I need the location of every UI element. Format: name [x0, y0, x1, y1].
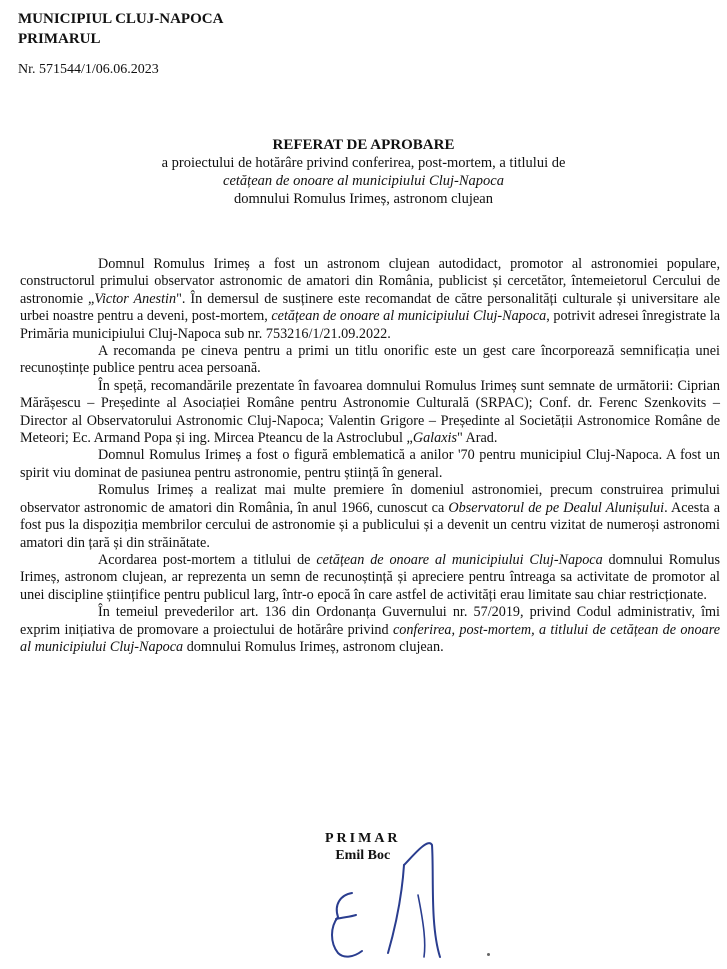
signature-name: Emil Boc [335, 848, 391, 863]
document-body [20, 256, 720, 656]
registration-number: Nr. 571544/1/06.06.2023 [18, 62, 159, 77]
handwritten-signature [300, 835, 500, 965]
title-line-3: cetățean de onoare al municipiului Cluj-Napoca [223, 173, 504, 189]
paragraph-2: A recomanda pe cineva pentru a primi un titlu onorific este un gest care încorporează semnificația unei recunoștințe publice pentru acea persoană. [20, 343, 720, 377]
title-line-2: a proiectului de hotărâre privind conferirea, post-mortem, a titlului de [161, 155, 566, 171]
office-name: PRIMARUL [18, 31, 101, 47]
title-main: REFERAT DE APROBARE [272, 137, 455, 153]
paragraph-4: Domnul Romulus Irimeș a fost o figură emblematică a anilor '70 pentru municipiul Cluj-Napoca. A fost un spirit viu dominat de pasiunea pentru astronomie, pentru știință în general. [20, 447, 720, 481]
paragraph-1: Domnul Romulus Irimeș a fost un astronom clujean autodidact, promotor al astronomiei populare, constructorul primului observator astronomic de amatori din România, publicist și cercetător, întemeietorul Cercului de astronomie „Victor Anestin". În demersul de susținere este recomandat de către personalități culturale și universitare ale urbei noastre pentru a deveni, post-mortem, cetățean de onoare al municipiului Cluj-Napoca, potrivit adresei înregistrate la Primăria municipiului Cluj-Napoca sub nr. 753216/1/21.09.2022. [20, 256, 721, 342]
title-line-4: domnului Romulus Irimeș, astronom clujean [234, 191, 493, 207]
ink-dot [487, 953, 490, 956]
institution-name: MUNICIPIUL CLUJ-NAPOCA [18, 11, 224, 27]
paragraph-7: În temeiul prevederilor art. 136 din Ordonanța Guvernului nr. 57/2019, privind Codul administrativ, îmi exprim inițiativa de promovare a proiectului de hotărâre privind conferirea, post-mortem, a titlului de cetățean de onoare al municipiului Cluj-Napoca domnului Romulus Irimeș, astronom clujean. [20, 604, 720, 655]
signature-role: PRIMAR [325, 831, 401, 846]
paragraph-5: Romulus Irimeș a realizat mai multe premiere în domeniul astronomiei, precum construirea primului observator astronomic de amatori din România, în anul 1966, cunoscut ca Observatorul de pe Dealul Alunișului. Acesta a fost pus la dispoziția membrilor cercului de astronomie și a publicului și a devenit un centru vizitat de numeroși astronomi amatori din țară și din străinătate. [20, 482, 720, 551]
paragraph-6: Acordarea post-mortem a titlului de cetățean de onoare al municipiului Cluj-Napoca domnului Romulus Irimeș, astronom clujean, ar reprezenta un semn de recunoștință și apreciere pentru întreaga sa activitate de promotor al unei discipline științifice pentru publicul larg, într-o epocă în care astfel de activități erau limitate sau chiar restricționate. [20, 551, 720, 603]
document-title [0, 136, 727, 208]
paragraph-3: În speță, recomandările prezentate în favoarea domnului Romulus Irimeș sunt semnate de următorii: Ciprian Mărășescu – Președinte al Asociației Române pentru Astronomie Culturală (SRPAC); Conf. dr. Ferenc Szenkovits – Director al Observatorului Astronomic Cluj-Napoca; Valentin Grigore – Președinte al Societății Astronomice Române de Meteori; Ec. Armand Popa și ing. Mircea Pteancu de la Astroclubul „Galaxis" Arad. [20, 377, 720, 447]
